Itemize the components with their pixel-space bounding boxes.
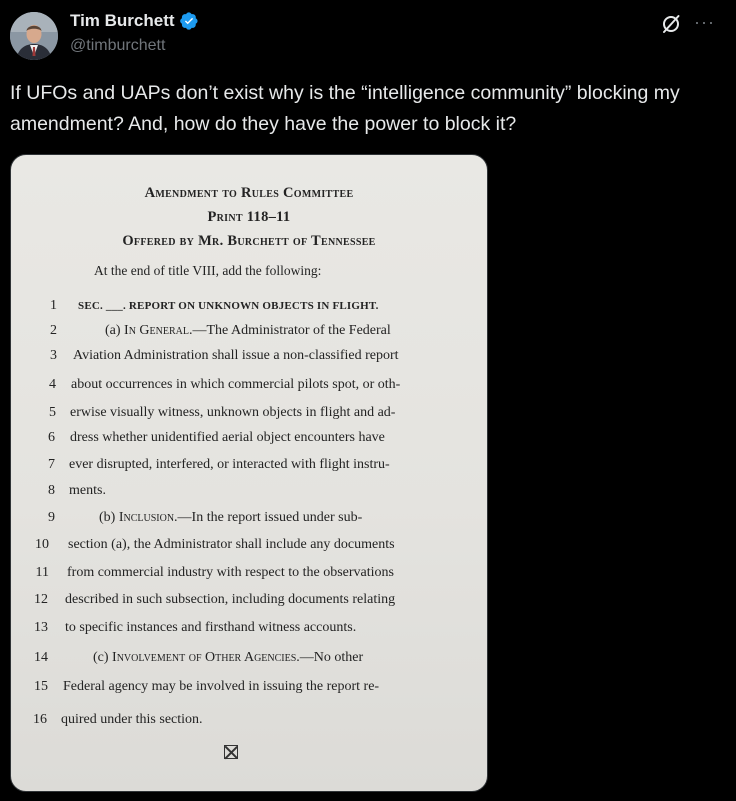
line-text: [73, 348, 399, 364]
line-body: Federal agency may be involved in issuing the report re-: [63, 679, 380, 694]
line-text: [65, 592, 395, 608]
line-text: [70, 405, 395, 421]
line-number: 4: [49, 377, 56, 392]
line-prefix: (a): [105, 323, 125, 338]
line-number: 7: [48, 457, 55, 472]
line-number: 8: [48, 483, 55, 498]
line-number: 14: [34, 650, 48, 665]
line-number: 2: [50, 323, 57, 338]
line-body: ments.: [69, 483, 106, 498]
line-text: [105, 323, 391, 339]
line-text: [69, 483, 106, 499]
line-text: [69, 457, 390, 473]
line-number: 3: [50, 348, 57, 363]
verified-badge-icon[interactable]: [179, 11, 199, 31]
line-body: section (a), the Administrator shall include any documents: [68, 537, 395, 552]
more-options-icon[interactable]: ···: [694, 12, 715, 32]
line-number: 13: [34, 620, 48, 635]
line-prefix: SEC. ___.: [78, 300, 129, 312]
line-number: 9: [48, 510, 55, 525]
line-text: [63, 679, 379, 695]
document-title-line3: Offered by Mr. Burchett of Tennessee: [122, 233, 376, 249]
document-intro: At the end of title VIII, add the following:: [94, 263, 322, 278]
line-prefix: (c): [93, 650, 113, 665]
line-text: [93, 650, 363, 666]
line-number: 12: [34, 592, 48, 607]
checkbox-mark-icon: [224, 745, 238, 759]
line-text: [61, 712, 203, 728]
line-number: 1: [50, 298, 57, 313]
line-number: 5: [49, 405, 56, 420]
line-body: ever disrupted, interfered, or interacted with flight instru-: [69, 457, 390, 472]
line-body: quired under this section.: [61, 712, 203, 727]
line-body: .—In the report issued under sub-: [174, 510, 363, 525]
line-heading: Involvement of Other Agencies: [112, 650, 297, 665]
line-text: [65, 620, 356, 636]
line-text: [67, 565, 394, 581]
line-text: [71, 377, 400, 393]
line-text: [68, 537, 395, 553]
author-avatar[interactable]: [10, 12, 58, 60]
amendment-document: [11, 155, 487, 791]
line-number: 10: [35, 537, 49, 552]
line-body: .—No other: [296, 650, 364, 665]
author-name-row: [70, 11, 199, 31]
line-body: to specific instances and firsthand witness accounts.: [65, 620, 357, 635]
grok-icon[interactable]: [660, 13, 682, 35]
document-title-line2: Print 118–11: [207, 209, 291, 225]
line-number: 15: [34, 679, 48, 694]
line-body: erwise visually witness, unknown objects in flight and ad-: [70, 405, 396, 420]
line-number: 6: [48, 430, 55, 445]
line-text: [70, 430, 385, 446]
line-body: about occurrences in which commercial pilots spot, or oth-: [71, 377, 401, 392]
line-body: dress whether unidentified aerial object encounters have: [70, 430, 385, 445]
line-body: described in such subsection, including documents relating: [65, 592, 396, 607]
line-text: [78, 298, 379, 314]
author-display-name[interactable]: Tim Burchett: [70, 11, 175, 30]
post-image[interactable]: [10, 154, 488, 792]
line-text: [99, 510, 362, 526]
line-heading: Inclusion: [118, 510, 175, 525]
line-number: 11: [35, 565, 49, 580]
line-body: from commercial industry with respect to the observations: [67, 565, 394, 580]
line-number: 16: [33, 712, 47, 727]
document-title-line1: Amendment to Rules Committee: [144, 185, 354, 201]
author-handle[interactable]: @timburchett: [70, 37, 166, 54]
post-text: If UFOs and UAPs don’t exist why is the “intelligence community” blocking my amendment? And, how do they have the power to block it?: [10, 82, 680, 135]
line-heading: In General: [124, 323, 189, 338]
line-heading: REPORT ON UNKNOWN OBJECTS IN FLIGHT.: [128, 300, 379, 312]
line-prefix: (b): [99, 510, 119, 525]
line-body: Aviation Administration shall issue a non-classified report: [73, 348, 399, 363]
line-body: .—The Administrator of the Federal: [188, 323, 391, 338]
